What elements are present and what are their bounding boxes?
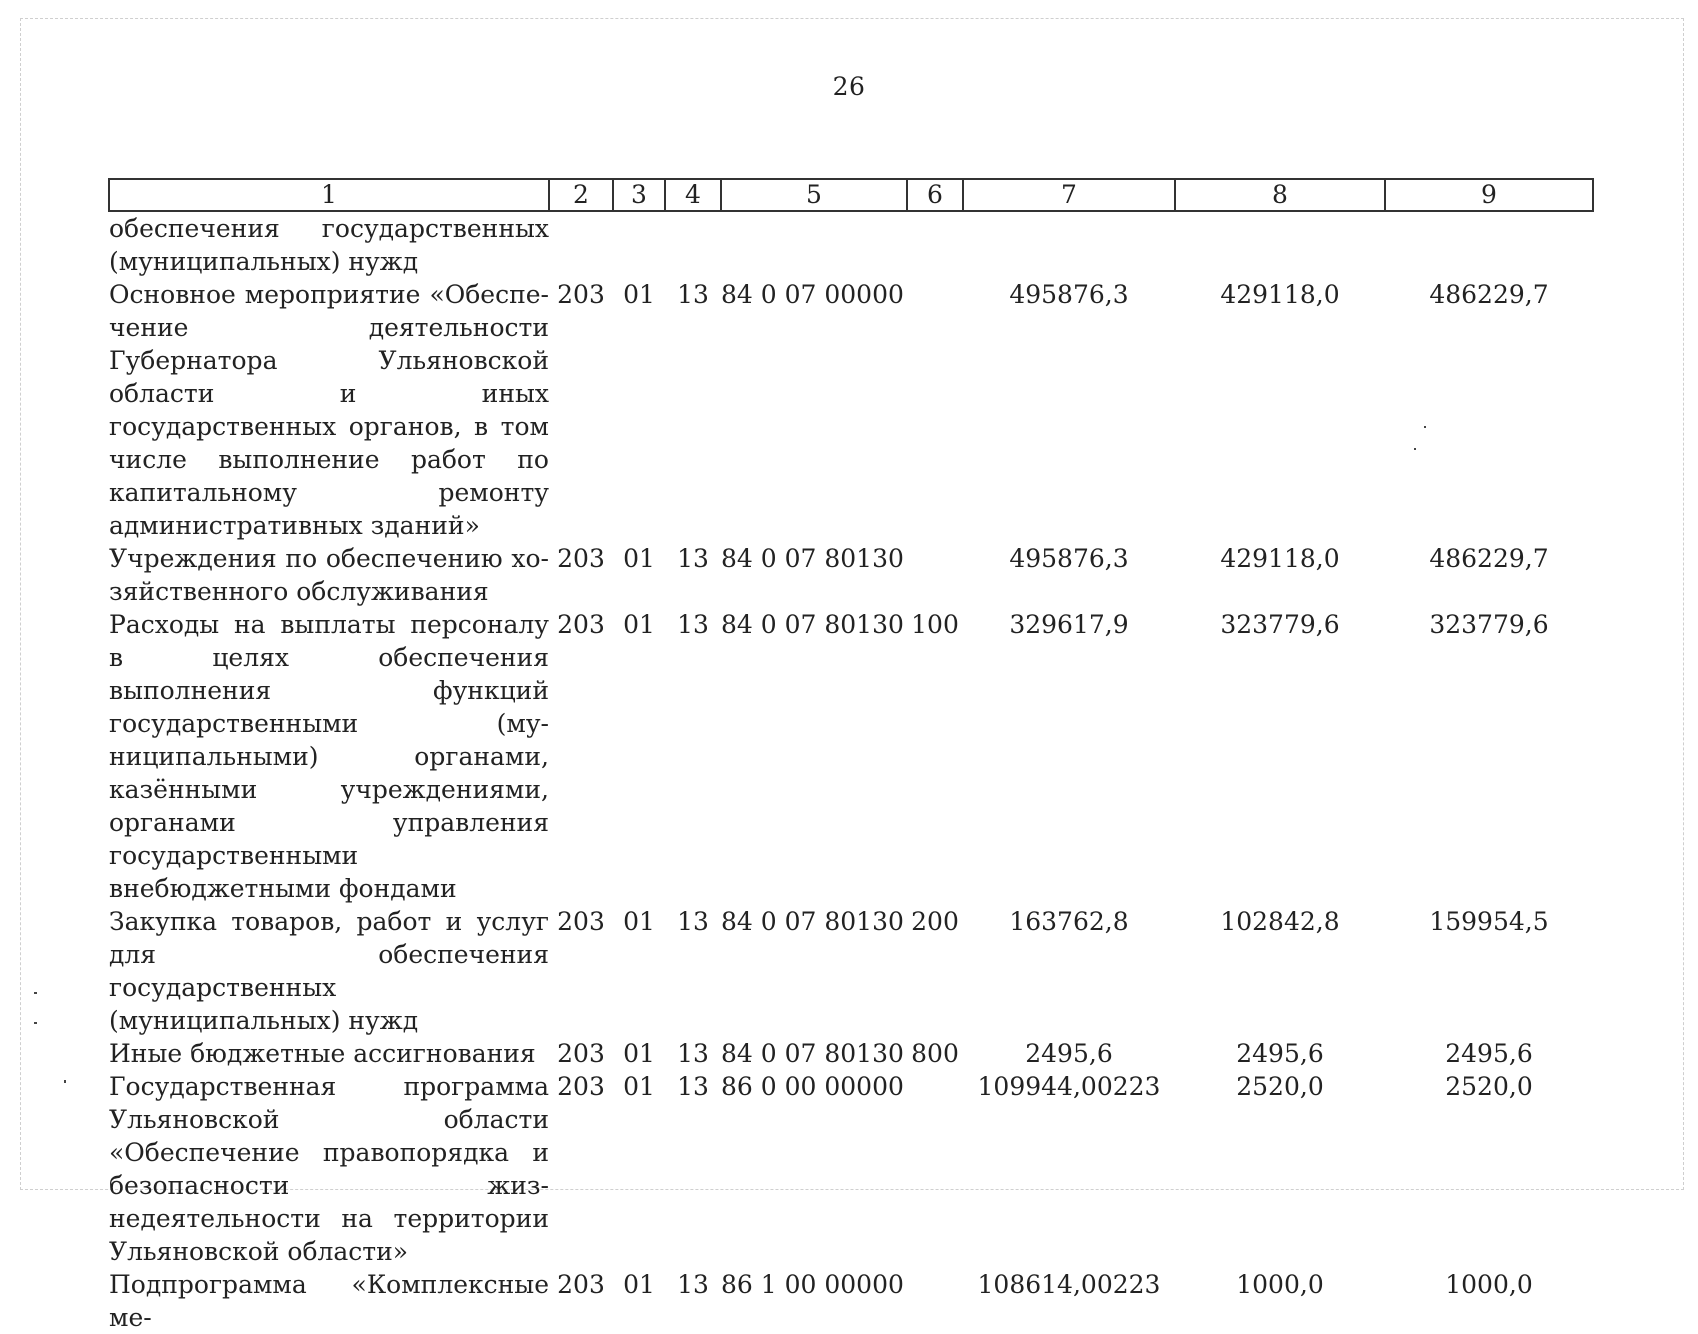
expense-type-code-cell bbox=[907, 211, 963, 278]
section-code-cell: 01 bbox=[623, 280, 655, 309]
amount-col7-cell: 109944,00223 bbox=[977, 1072, 1161, 1101]
column-header-5: 5 bbox=[721, 179, 907, 211]
subsection-code-cell: 13 bbox=[677, 280, 709, 309]
section-code-cell: 01 bbox=[623, 544, 655, 573]
description-cell: Государственная программа Ульяновской области «Обеспечение правопорядка и безопасности жизнедеятельности на территории Ульяновской области» bbox=[109, 1072, 549, 1266]
scan-speck bbox=[34, 992, 37, 994]
expense-type-code-cell bbox=[907, 542, 963, 608]
subsection-code-cell: 13 bbox=[677, 1072, 709, 1101]
amount-col9-cell: 2520,0 bbox=[1445, 1072, 1533, 1101]
amount-col9-cell: 1000,0 bbox=[1445, 1270, 1533, 1299]
amount-col9-cell: 323779,6 bbox=[1429, 610, 1549, 639]
subsection-code-cell: 13 bbox=[677, 610, 709, 639]
table-header-row bbox=[109, 179, 1593, 211]
ministry-code-cell: 203 bbox=[557, 1039, 605, 1068]
scan-speck bbox=[64, 1080, 66, 1083]
amount-col8-cell: 2495,6 bbox=[1236, 1039, 1324, 1068]
budget-table bbox=[108, 178, 1594, 1334]
amount-col7-cell: 163762,8 bbox=[1009, 907, 1129, 936]
column-header-8: 8 bbox=[1175, 179, 1385, 211]
description-cell: Основное мероприятие «Обеспечение деятельности Губернатора Ульяновской области и иных государственных органов, в том числе выполнение работ по капитальному ремонту административных зданий» bbox=[109, 280, 549, 540]
subsection-code-cell: 13 bbox=[677, 1039, 709, 1068]
ministry-code-cell: 203 bbox=[557, 544, 605, 573]
page-number: 26 bbox=[832, 72, 866, 101]
target-article-code-cell bbox=[721, 211, 907, 278]
scan-speck bbox=[1424, 426, 1426, 428]
target-article-code-cell: 84 0 07 80130 bbox=[721, 1039, 904, 1068]
table-row bbox=[109, 905, 1593, 1037]
subsection-code-cell: 13 bbox=[677, 1270, 709, 1299]
amount-col8-cell: 1000,0 bbox=[1236, 1270, 1324, 1299]
ministry-code-cell: 203 bbox=[557, 1270, 605, 1299]
column-header-1: 1 bbox=[109, 179, 549, 211]
subsection-code-cell: 13 bbox=[677, 544, 709, 573]
amount-col7-cell: 329617,9 bbox=[1009, 610, 1129, 639]
target-article-code-cell: 84 0 07 80130 bbox=[721, 907, 904, 936]
scan-speck bbox=[1414, 448, 1416, 450]
table-row bbox=[109, 608, 1593, 905]
amount-col7-cell: 2495,6 bbox=[1025, 1039, 1113, 1068]
table-row bbox=[109, 1070, 1593, 1268]
target-article-code-cell: 84 0 07 80130 bbox=[721, 610, 904, 639]
scan-speck bbox=[34, 1022, 37, 1024]
section-code-cell: 01 bbox=[623, 1072, 655, 1101]
ministry-code-cell bbox=[549, 211, 613, 278]
amount-col9-cell: 486229,7 bbox=[1429, 544, 1549, 573]
column-header-2: 2 bbox=[549, 179, 613, 211]
expense-type-code-cell: 200 bbox=[911, 907, 959, 936]
table-row bbox=[109, 542, 1593, 608]
amount-col7-cell: 108614,00223 bbox=[977, 1270, 1161, 1299]
ministry-code-cell: 203 bbox=[557, 610, 605, 639]
amount-col8-cell: 323779,6 bbox=[1220, 610, 1340, 639]
section-code-cell: 01 bbox=[623, 610, 655, 639]
amount-col7-cell bbox=[963, 211, 1175, 278]
column-header-7: 7 bbox=[963, 179, 1175, 211]
section-code-cell: 01 bbox=[623, 1039, 655, 1068]
amount-col9-cell: 486229,7 bbox=[1429, 280, 1549, 309]
amount-col9-cell bbox=[1385, 211, 1593, 278]
amount-col7-cell: 495876,3 bbox=[1009, 544, 1129, 573]
description-cell: Закупка товаров, работ и услуг для обеспечения государственных (муниципальных) нужд bbox=[109, 907, 549, 1035]
target-article-code-cell: 84 0 07 80130 bbox=[721, 544, 904, 573]
expense-type-code-cell bbox=[907, 1268, 963, 1334]
ministry-code-cell: 203 bbox=[557, 280, 605, 309]
table-row bbox=[109, 211, 1593, 278]
ministry-code-cell: 203 bbox=[557, 907, 605, 936]
expense-type-code-cell bbox=[907, 278, 963, 542]
table-row bbox=[109, 1268, 1593, 1334]
table-body bbox=[109, 211, 1593, 1334]
description-cell: Подпрограмма «Комплексные ме- bbox=[109, 1270, 549, 1332]
subsection-code-cell: 13 bbox=[677, 907, 709, 936]
amount-col7-cell: 495876,3 bbox=[1009, 280, 1129, 309]
amount-col9-cell: 2495,6 bbox=[1445, 1039, 1533, 1068]
subsection-code-cell bbox=[665, 211, 721, 278]
column-header-3: 3 bbox=[613, 179, 665, 211]
target-article-code-cell: 86 1 00 00000 bbox=[721, 1270, 904, 1299]
table-row bbox=[109, 278, 1593, 542]
section-code-cell: 01 bbox=[623, 1270, 655, 1299]
description-cell: обеспечения государственных (муниципальных) нужд bbox=[109, 214, 549, 276]
section-code-cell: 01 bbox=[623, 907, 655, 936]
expense-type-code-cell: 800 bbox=[911, 1039, 959, 1068]
amount-col8-cell: 2520,0 bbox=[1236, 1072, 1324, 1101]
description-cell: Иные бюджетные ассигнования bbox=[109, 1039, 536, 1068]
target-article-code-cell: 84 0 07 00000 bbox=[721, 280, 904, 309]
table-row bbox=[109, 1037, 1593, 1070]
amount-col8-cell bbox=[1175, 211, 1385, 278]
section-code-cell bbox=[613, 211, 665, 278]
amount-col9-cell: 159954,5 bbox=[1429, 907, 1549, 936]
amount-col8-cell: 429118,0 bbox=[1220, 280, 1340, 309]
column-header-4: 4 bbox=[665, 179, 721, 211]
amount-col8-cell: 429118,0 bbox=[1220, 544, 1340, 573]
description-cell: Расходы на выплаты персоналу в целях обеспечения выполнения функций государственными (муниципальными) органами, казёнными учреждениями, органами управления государственными внебюджетными фондами bbox=[109, 610, 549, 903]
column-header-6: 6 bbox=[907, 179, 963, 211]
amount-col8-cell: 102842,8 bbox=[1220, 907, 1340, 936]
ministry-code-cell: 203 bbox=[557, 1072, 605, 1101]
target-article-code-cell: 86 0 00 00000 bbox=[721, 1072, 904, 1101]
column-header-9: 9 bbox=[1385, 179, 1593, 211]
description-cell: Учреждения по обеспечению хозяйственного обслуживания bbox=[109, 544, 549, 606]
expense-type-code-cell: 100 bbox=[911, 610, 959, 639]
expense-type-code-cell bbox=[907, 1070, 963, 1268]
